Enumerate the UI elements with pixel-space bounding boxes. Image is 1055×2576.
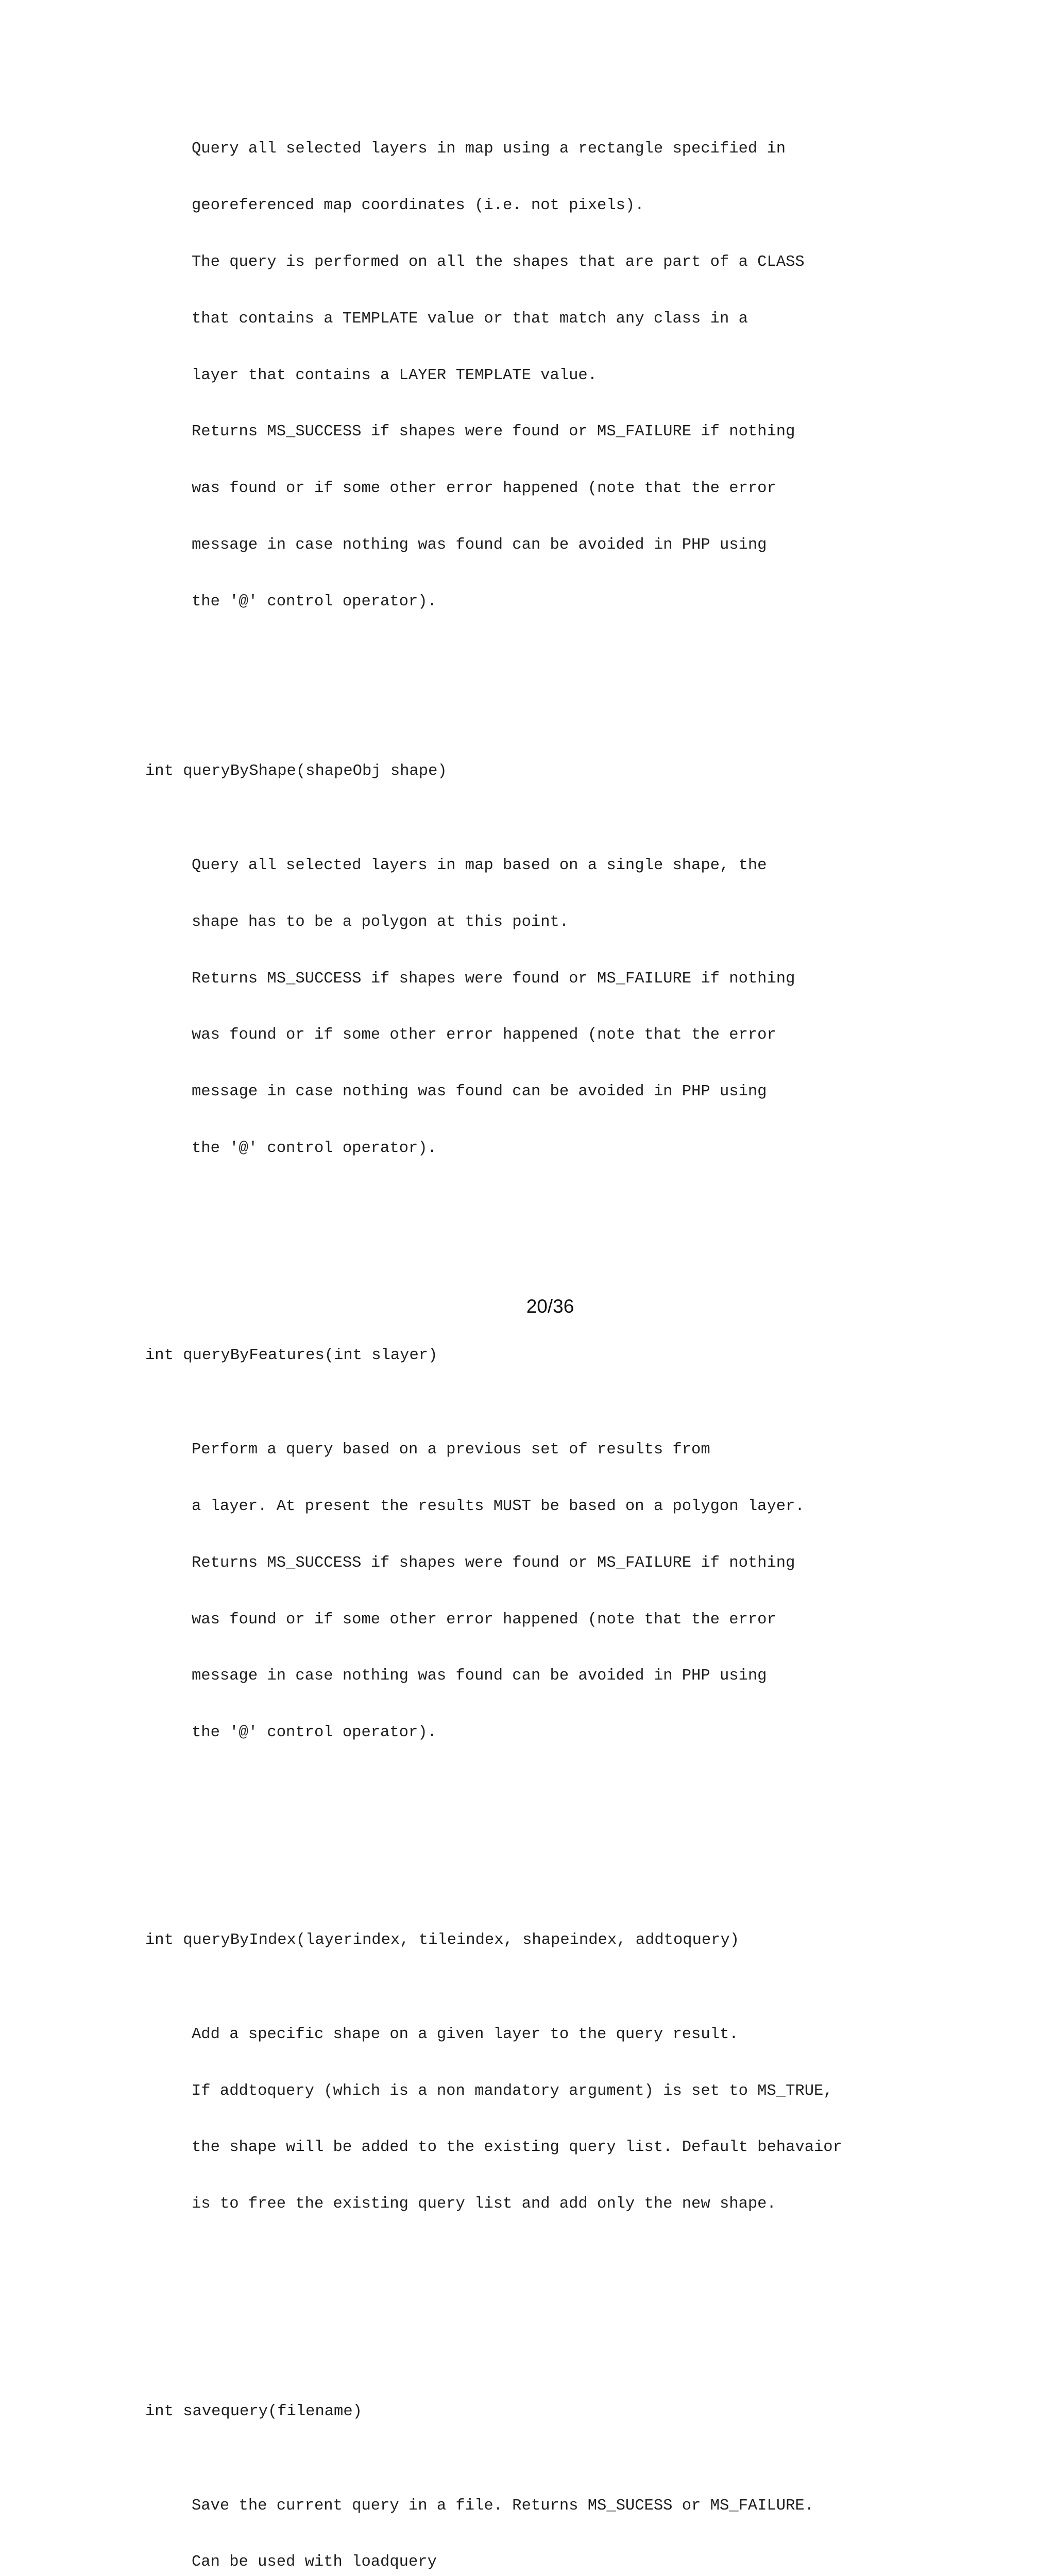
description-line: Save the current query in a file. Returns MS_SUCESS or MS_FAILURE. — [192, 2497, 814, 2515]
method-entry-querybyindex — [0, 1893, 1055, 2289]
description-line: shape has to be a polygon at this point. — [192, 913, 569, 931]
description-line: Query all selected layers in map using a rectangle specified in — [192, 140, 786, 158]
description-line: Returns MS_SUCCESS if shapes were found or MS_FAILURE if nothing — [192, 970, 795, 988]
method-signature: int queryByIndex(layerindex, tileindex, shapeindex, addtoquery) — [145, 1931, 740, 1949]
description-line: Returns MS_SUCCESS if shapes were found or MS_FAILURE if nothing — [192, 423, 795, 441]
method-description — [192, 1988, 1055, 2251]
method-description — [192, 1403, 1055, 1780]
description-line: The query is performed on all the shapes that are part of a CLASS — [192, 253, 805, 271]
description-line: the '@' control operator). — [192, 1724, 437, 1742]
description-line: Returns MS_SUCCESS if shapes were found or MS_FAILURE if nothing — [192, 1554, 795, 1572]
description-line: the '@' control operator). — [192, 1139, 437, 1157]
method-entry-querybyshape — [0, 724, 1055, 1233]
method-signature: int savequery(filename) — [145, 2402, 362, 2420]
description-line: georeferenced map coordinates (i.e. not pixels). — [192, 197, 644, 215]
description-line: message in case nothing was found can be avoided in PHP using — [192, 1083, 767, 1101]
description-line: Can be used with loadquery — [192, 2553, 437, 2571]
document-body — [0, 64, 1055, 2576]
description-line: Perform a query based on a previous set of results from — [192, 1441, 710, 1459]
description-line: was found or if some other error happened (note that the error — [192, 480, 776, 498]
intro-description — [192, 102, 1055, 649]
method-description — [192, 819, 1055, 1196]
description-line: was found or if some other error happened (note that the error — [192, 1611, 776, 1629]
description-line: message in case nothing was found can be avoided in PHP using — [192, 536, 767, 554]
description-line: that contains a TEMPLATE value or that match any class in a — [192, 310, 748, 328]
description-line: layer that contains a LAYER TEMPLATE value. — [192, 366, 598, 384]
method-signature: int queryByFeatures(int slayer) — [145, 1347, 438, 1365]
description-line: was found or if some other error happened (note that the error — [192, 1026, 776, 1044]
description-line: a layer. At present the results MUST be based on a polygon layer. — [192, 1498, 805, 1516]
method-description — [192, 2459, 1055, 2576]
page-number: 20/36 — [526, 1296, 574, 1317]
description-line: is to free the existing query list and add only the new shape. — [192, 2195, 776, 2213]
description-line: Add a specific shape on a given layer to the query result. — [192, 2025, 739, 2043]
description-line: message in case nothing was found can be avoided in PHP using — [192, 1667, 767, 1685]
description-line: the '@' control operator). — [192, 592, 437, 611]
description-line: the shape will be added to the existing query list. Default behavaior — [192, 2139, 842, 2157]
description-line: If addtoquery (which is a non mandatory argument) is set to MS_TRUE, — [192, 2082, 833, 2100]
method-entry-savequery — [0, 2364, 1055, 2576]
method-entry-querybyfeatures — [0, 1309, 1055, 1818]
description-line: Query all selected layers in map based on a single shape, the — [192, 856, 767, 874]
method-signature: int queryByShape(shapeObj shape) — [145, 762, 447, 780]
